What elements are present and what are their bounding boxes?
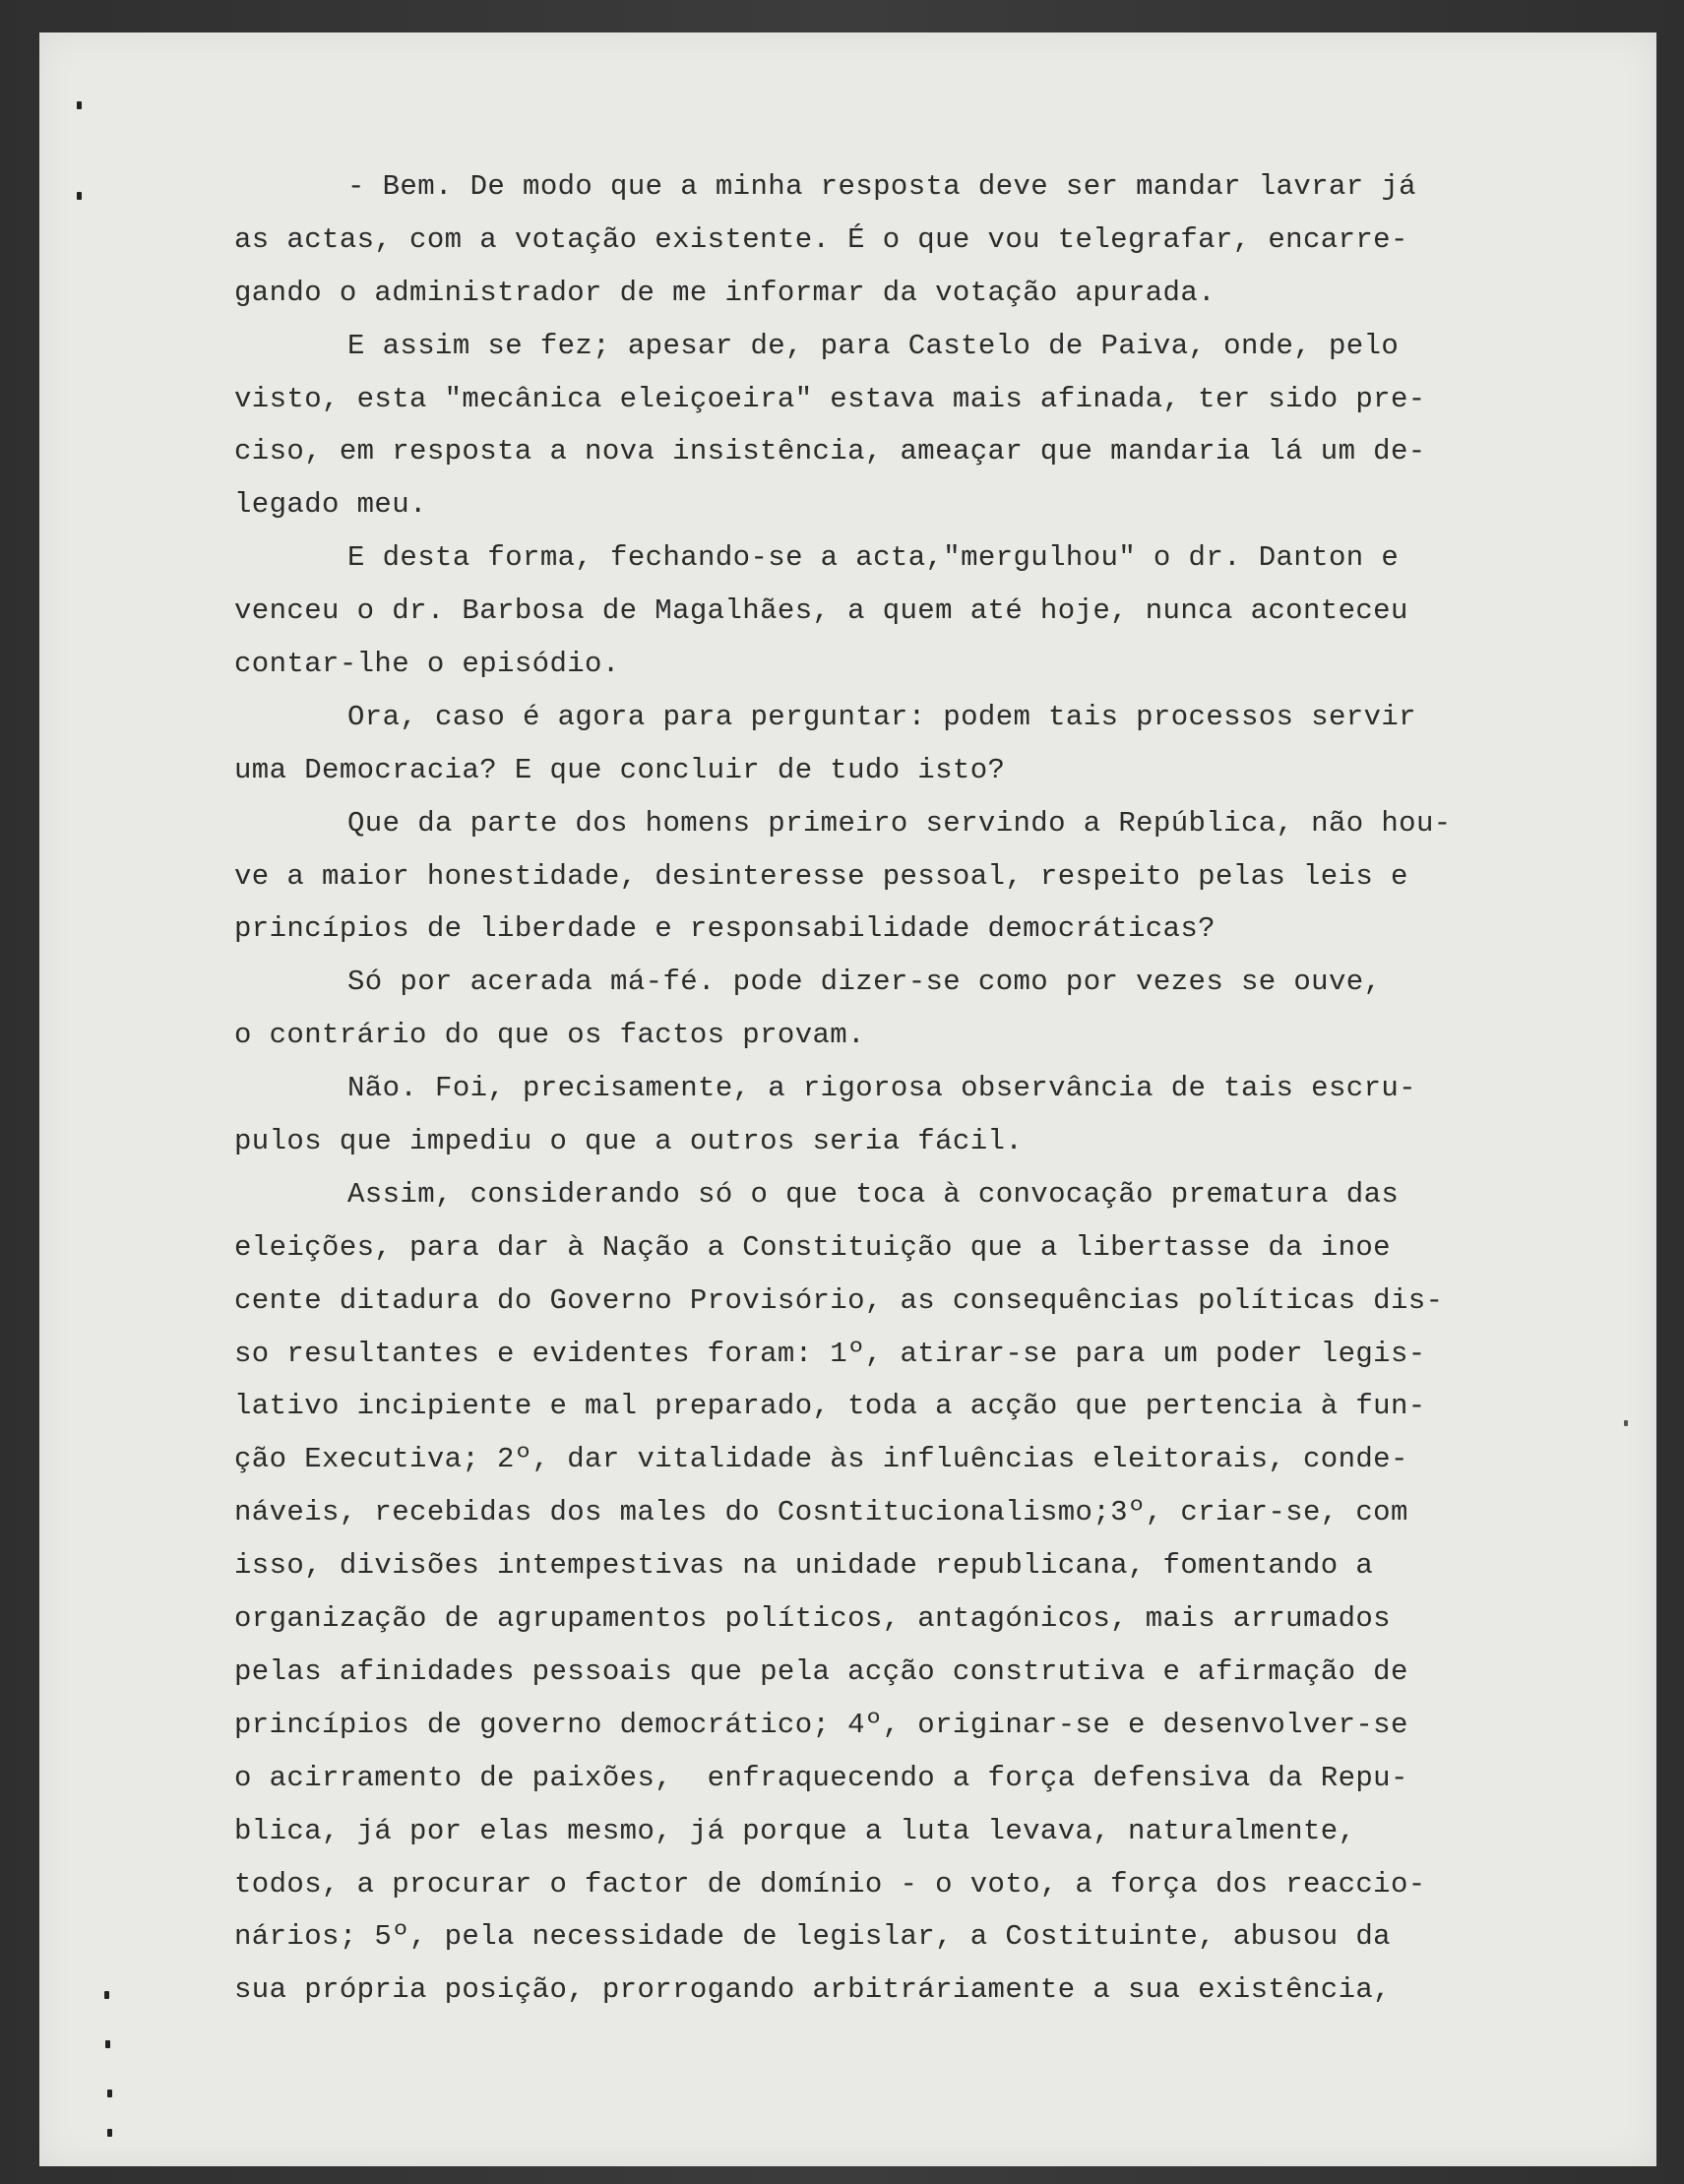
- text-line: lativo incipiente e mal preparado, toda a acção que pertencia à fun-: [234, 1390, 1426, 1423]
- text-line: blica, já por elas mesmo, já porque a luta levava, naturalmente,: [234, 1814, 1356, 1847]
- punch-mark: [77, 101, 82, 109]
- text-line: E desta forma, fechando-se a acta,"mergulhou" o dr. Danton e: [347, 541, 1400, 575]
- text-line: sua própria posição, prorrogando arbitráriamente a sua existência,: [234, 1973, 1391, 2007]
- text-line: legado meu.: [234, 488, 427, 522]
- text-line: náveis, recebidas dos males do Cosntitucionalismo;3º, criar-se, com: [234, 1496, 1408, 1529]
- text-line: Só por acerada má-fé. pode dizer-se como por vezes se ouve,: [347, 966, 1382, 999]
- text-line: as actas, com a votação existente. É o que vou telegrafar, encarre-: [234, 222, 1408, 256]
- text-line: todos, a procurar o factor de domínio - o voto, a força dos reaccio-: [234, 1867, 1426, 1901]
- text-line: ção Executiva; 2º, dar vitalidade às influências eleitorais, conde-: [234, 1443, 1408, 1476]
- text-line: - Bem. De modo que a minha resposta deve ser mandar lavrar já: [347, 170, 1416, 203]
- text-line: uma Democracia? E que concluir de tudo isto?: [234, 753, 1006, 786]
- punch-mark: [107, 2090, 112, 2097]
- punch-mark: [105, 2040, 110, 2048]
- typewritten-page: [39, 32, 1656, 2166]
- text-line: Que da parte dos homens primeiro servindo a República, não hou-: [347, 806, 1452, 840]
- text-line: ciso, em resposta a nova insistência, ameaçar que mandaria lá um de-: [234, 435, 1426, 468]
- text-line: Assim, considerando só o que toca à convocação prematura das: [347, 1177, 1400, 1211]
- text-line: o contrário do que os factos provam.: [234, 1019, 865, 1052]
- text-line: nários; 5º, pela necessidade de legislar, a Costituinte, abusou da: [234, 1920, 1391, 1954]
- text-line: gando o administrador de me informar da votação apurada.: [234, 276, 1216, 309]
- text-line: princípios de liberdade e responsabilidade democráticas?: [234, 912, 1216, 946]
- text-line: organização de agrupamentos políticos, antagónicos, mais arrumados: [234, 1602, 1391, 1636]
- text-line: eleições, para dar à Nação a Constituição que a libertasse da inoe: [234, 1230, 1391, 1264]
- punch-mark: [107, 2129, 112, 2137]
- text-line: isso, divisões intempestivas na unidade republicana, fomentando a: [234, 1549, 1374, 1583]
- text-line: E assim se fez; apesar de, para Castelo de Paiva, onde, pelo: [347, 329, 1400, 362]
- punch-mark: [77, 192, 82, 200]
- text-line: o acirramento de paixões, enfraquecendo a força defensiva da Repu-: [234, 1761, 1408, 1794]
- text-line: so resultantes e evidentes foram: 1º, atirar-se para um poder legis-: [234, 1337, 1426, 1370]
- text-line: pulos que impediu o que a outros seria fácil.: [234, 1125, 1024, 1158]
- text-line: princípios de governo democrático; 4º, originar-se e desenvolver-se: [234, 1708, 1408, 1741]
- punch-mark: [104, 1991, 109, 1999]
- text-line: ve a maior honestidade, desinteresse pessoal, respeito pelas leis e: [234, 859, 1408, 893]
- text-line: Ora, caso é agora para perguntar: podem tais processos servir: [347, 700, 1416, 733]
- text-line: cente ditadura do Governo Provisório, as consequências políticas dis-: [234, 1283, 1444, 1317]
- text-line: visto, esta "mecânica eleiçoeira" estava mais afinada, ter sido pre-: [234, 382, 1426, 415]
- text-line: venceu o dr. Barbosa de Magalhães, a quem até hoje, nunca aconteceu: [234, 594, 1408, 628]
- text-line: pelas afinidades pessoais que pela acção construtiva e afirmação de: [234, 1654, 1408, 1688]
- ink-speck: [1624, 1420, 1628, 1426]
- body-text: [234, 160, 1602, 2017]
- text-line: Não. Foi, precisamente, a rigorosa observância de tais escru-: [347, 1072, 1416, 1105]
- text-line: contar-lhe o episódio.: [234, 648, 620, 681]
